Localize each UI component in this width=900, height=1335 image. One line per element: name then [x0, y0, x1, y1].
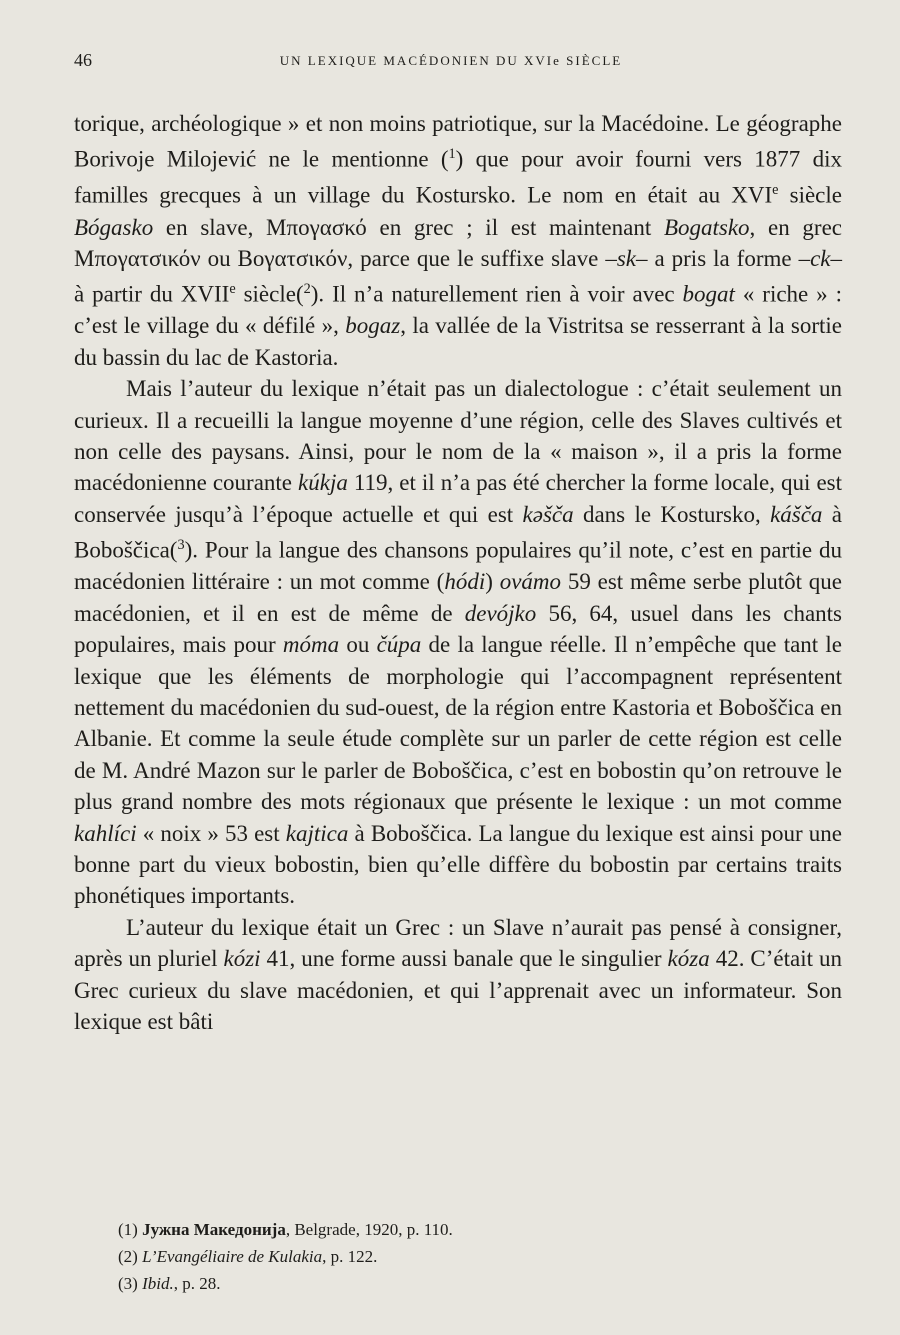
page-header [74, 50, 828, 74]
footnote-ref: 2 [303, 281, 311, 298]
italic-term: móma [282, 632, 340, 658]
paragraph-1 [74, 108, 842, 373]
text-run: 41, une forme aussi banale que le singulier [260, 946, 668, 972]
italic-term: kózi [223, 946, 261, 972]
text-run: , p. 28. [173, 1274, 221, 1293]
italic-term: kǝšča [522, 501, 574, 527]
text-run: siècle [778, 183, 842, 209]
text-run: torique, archéologique » et non moins patriotique, sur la Macédoine. Le géographe Borivoje Milojević ne le mentionne ( [74, 111, 842, 173]
paragraph-2 [74, 373, 842, 912]
footnote-3 [118, 1270, 838, 1297]
text-run: L’auteur du lexique était un Grec : un Slave n’aurait pas pensé à consigner, après un pluriel [74, 914, 842, 972]
text-run: ) que pour avoir fourni vers 1877 dix familles grecques à un village du Kostursko. Le nom en était au XVI [74, 147, 842, 209]
footnote-marker: (3) [118, 1274, 143, 1293]
footnote-2 [118, 1243, 838, 1270]
italic-term: –ck– [798, 245, 842, 271]
footnote-ref: e [229, 281, 236, 298]
italic-term: kóza [667, 946, 710, 972]
italic-term: kúkja [298, 470, 348, 496]
text-run: à partir du XVII [74, 282, 230, 307]
text-run: ) [485, 569, 500, 595]
italic-term: devójko [464, 600, 537, 626]
footnote-1 [118, 1216, 838, 1243]
italic-term: L’Evangéliaire de Kulakia [142, 1247, 323, 1266]
body-text [74, 108, 842, 1037]
italic-term: bogaz [345, 313, 401, 339]
text-run: , en grec Μπογατσικόν ou Βογατσικόν, parce que le suffixe slave [74, 214, 842, 271]
text-run: « riche » : c’est le village du « défilé », [74, 282, 842, 339]
text-run: en slave, Μπογασκό en grec ; il est maintenant [153, 214, 664, 240]
italic-term: kahlíci [74, 820, 137, 846]
italic-term: –sk– [605, 245, 648, 271]
italic-term: kášča [770, 501, 823, 527]
text-run: siècle( [235, 282, 304, 307]
text-run: à Boboščica. La langue du lexique est ainsi pour une bonne part du vieux bobostin, bien qu’elle diffère du bobostin par certains traits phonétiques importants. [74, 820, 842, 909]
text-run: ). Pour la langue des chansons populaires qu’il note, c’est en partie du macédonien littéraire : un mot comme ( [74, 537, 842, 595]
italic-term: Bogatsko [663, 214, 750, 240]
italic-term: čúpa [376, 632, 422, 658]
italic-term: bogat [682, 282, 735, 307]
italic-term: Ibid. [142, 1274, 174, 1293]
text-run: 42. C’était un Grec curieux du slave macédonien, et qui l’apprenait avec un informateur. Son lexique est bâti [74, 946, 842, 1034]
text-run: , la vallée de la Vistritsa se resserrant à la sortie du bassin du lac de Kastoria. [74, 313, 842, 370]
footnote-marker: (1) [118, 1220, 143, 1239]
text-run: ). Il n’a naturellement rien à voir avec [310, 282, 683, 307]
text-run: de la langue réelle. Il n’empêche que tant le lexique que les éléments de morphologie qui l’accompagnent représentent nettement du macédonien du sud-ouest, de la région entre Kastoria et Boboščica en Albanie. Et comme la seule étude complète sur un parler de cette région est celle de M. André Mazon sur le parler de Boboščica, c’est en bobostin qu’on retrouve le plus grand nombre des mots régionaux que présente le lexique : un mot comme [74, 632, 843, 815]
italic-term: kajtica [285, 820, 349, 846]
text-run: « noix » 53 est [136, 820, 286, 846]
text-run: a pris la forme [647, 245, 799, 271]
text-run: Јужна Македонија [142, 1220, 286, 1239]
text-run: 119, et il n’a pas été chercher la forme locale, qui est conservée jusqu’à l’époque actuelle et qui est [74, 470, 842, 527]
text-run: , p. 122. [322, 1247, 378, 1266]
italic-term: hódi [444, 569, 486, 595]
page-number: 46 [74, 50, 92, 70]
text-run: Mais l’auteur du lexique n’était pas un dialectologue : c’était seulement un curieux. Il a recueilli la langue moyenne d’une région, celle des Slaves cultivés et non celle des paysans. Ainsi, pour le nom de la « maison », il a pris la forme macédonienne courante [74, 376, 842, 496]
text-run: dans le Kostursko, [573, 501, 771, 527]
paragraph-3 [74, 912, 842, 1038]
footnote-ref: 1 [448, 146, 456, 163]
text-run: , Belgrade, 1920, p. 110. [285, 1220, 453, 1239]
text-run: 59 est même serbe plutôt que macédonien, et il en est de même de [74, 569, 842, 626]
footnotes [118, 1216, 838, 1297]
text-run: ou [339, 632, 377, 658]
footnote-marker: (2) [118, 1247, 143, 1266]
running-title: UN LEXIQUE MACÉDONIEN DU XVIe SIÈCLE [279, 53, 623, 68]
text-run: 56, 64, usuel dans les chants populaires, mais pour [74, 600, 842, 658]
footnote-ref: 3 [177, 537, 185, 554]
italic-term: ovámo [499, 569, 562, 595]
text-run: à Boboščica( [74, 501, 842, 563]
footnote-ref: e [772, 182, 779, 199]
italic-term: Bógasko [74, 214, 154, 240]
